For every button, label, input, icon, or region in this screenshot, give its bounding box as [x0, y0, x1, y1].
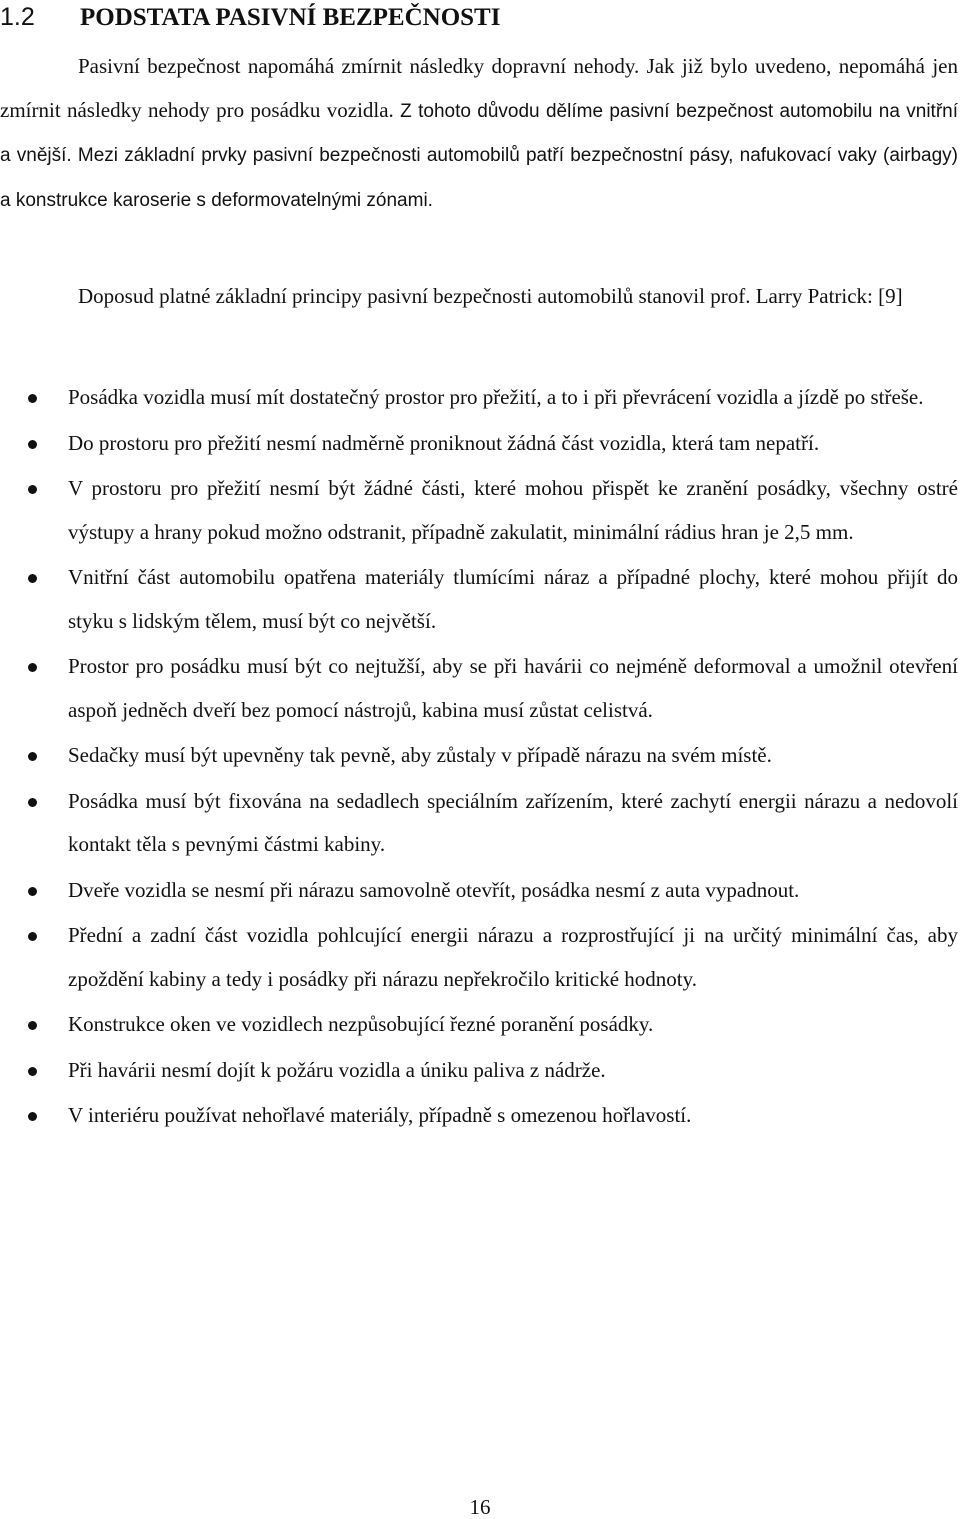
list-item	[0, 869, 958, 913]
list-item	[0, 467, 958, 554]
list-item-text: Při havárii nesmí dojít k požáru vozidla a úniku paliva z nádrže.	[68, 1057, 606, 1082]
page-number: 16	[469, 1495, 491, 1519]
list-item-text: Konstrukce oken ve vozidlech nezpůsobující řezné poranění posádky.	[68, 1012, 654, 1036]
bullet-icon	[28, 574, 37, 583]
bullet-icon	[28, 1021, 37, 1030]
list-item-text: Prostor pro posádku musí být co nejtužší, aby se při havárii co nejméně deformoval a umožnil otevření aspoň jedněch dveří bez pomocí nástrojů, kabina musí zůstat celistvá.	[68, 654, 958, 722]
list-item	[0, 734, 958, 778]
bullet-icon	[28, 394, 37, 403]
intro-paragraph-serif: Pasivní bezpečnost napomáhá zmírnit následky dopravní nehody. Jak již bylo uvedeno, nepomáhá jen zmírnit následky nehody pro posádku vozidla.	[0, 54, 958, 122]
bullet-icon	[28, 887, 37, 896]
list-item-text: Posádka musí být fixována na sedadlech speciálním zařízením, které zachytí energii nárazu a nedovolí kontakt těla s pevnými částmi kabiny.	[68, 788, 958, 856]
bullet-icon	[28, 440, 37, 449]
list-item	[0, 422, 958, 466]
list-item	[0, 645, 958, 732]
list-item	[0, 376, 958, 420]
bullet-icon	[28, 932, 37, 941]
bullet-icon	[28, 485, 37, 494]
list-item-text: Do prostoru pro přežití nesmí nadměrně proniknout žádná část vozidla, která tam nepatří.	[68, 430, 820, 455]
intro-paragraph-sans: Z tohoto důvodu dělíme pasivní bezpečnost automobilu na vnitřní a vnější. Mezi základní prvky pasivní bezpečnosti automobilů patří bezpečnostní pásy, nafukovací vaky (airbagy) a konstrukce karoserie s deformovatelnými zónami.	[0, 100, 958, 211]
list-item	[0, 914, 958, 1001]
section-heading	[0, 2, 500, 33]
principles-list	[0, 376, 958, 1140]
bullet-icon	[28, 1067, 37, 1076]
bullet-icon	[28, 1112, 37, 1121]
list-item	[0, 780, 958, 867]
principles-intro-paragraph: Doposud platné základní principy pasivní bezpečnosti automobilů stanovil prof. Larry Patrick: [9]	[78, 284, 903, 308]
section-number: 1.2	[0, 3, 35, 31]
list-item	[0, 1003, 958, 1047]
bullet-icon	[28, 798, 37, 807]
list-item-text: V interiéru používat nehořlavé materiály, případně s omezenou hořlavostí.	[68, 1103, 692, 1127]
list-item-text: Přední a zadní část vozidla pohlcující energii nárazu a rozprostřující ji na určitý minimální čas, aby zpoždění kabiny a tedy i posádky při nárazu nepřekročilo kritické hodnoty.	[68, 923, 958, 991]
section-title: PODSTATA PASIVNÍ BEZPEČNOSTI	[80, 4, 501, 31]
list-item	[0, 1094, 958, 1138]
list-item-text: Sedačky musí být upevněny tak pevně, aby zůstaly v případě nárazu na svém místě.	[68, 743, 772, 767]
intro-paragraph	[0, 45, 958, 222]
list-item-text: Posádka vozidla musí mít dostatečný prostor pro přežití, a to i při převrácení vozidla a jízdě po střeše.	[68, 385, 924, 409]
list-item-text: V prostoru pro přežití nesmí být žádné části, které mohou přispět ke zranění posádky, všechny ostré výstupy a hrany pokud možno odstranit, případně zakulatit, minimální rádius hran je 2,5 mm.	[68, 476, 958, 544]
bullet-icon	[28, 752, 37, 761]
list-item	[0, 556, 958, 643]
list-item-text: Dveře vozidla se nesmí při nárazu samovolně otevřít, posádka nesmí z auta vypadnout.	[68, 877, 800, 902]
bullet-icon	[28, 663, 37, 672]
list-item-text: Vnitřní část automobilu opatřena materiály tlumícími náraz a případné plochy, které mohou přijít do styku s lidským tělem, musí být co největší.	[68, 565, 958, 633]
list-item	[0, 1049, 958, 1093]
